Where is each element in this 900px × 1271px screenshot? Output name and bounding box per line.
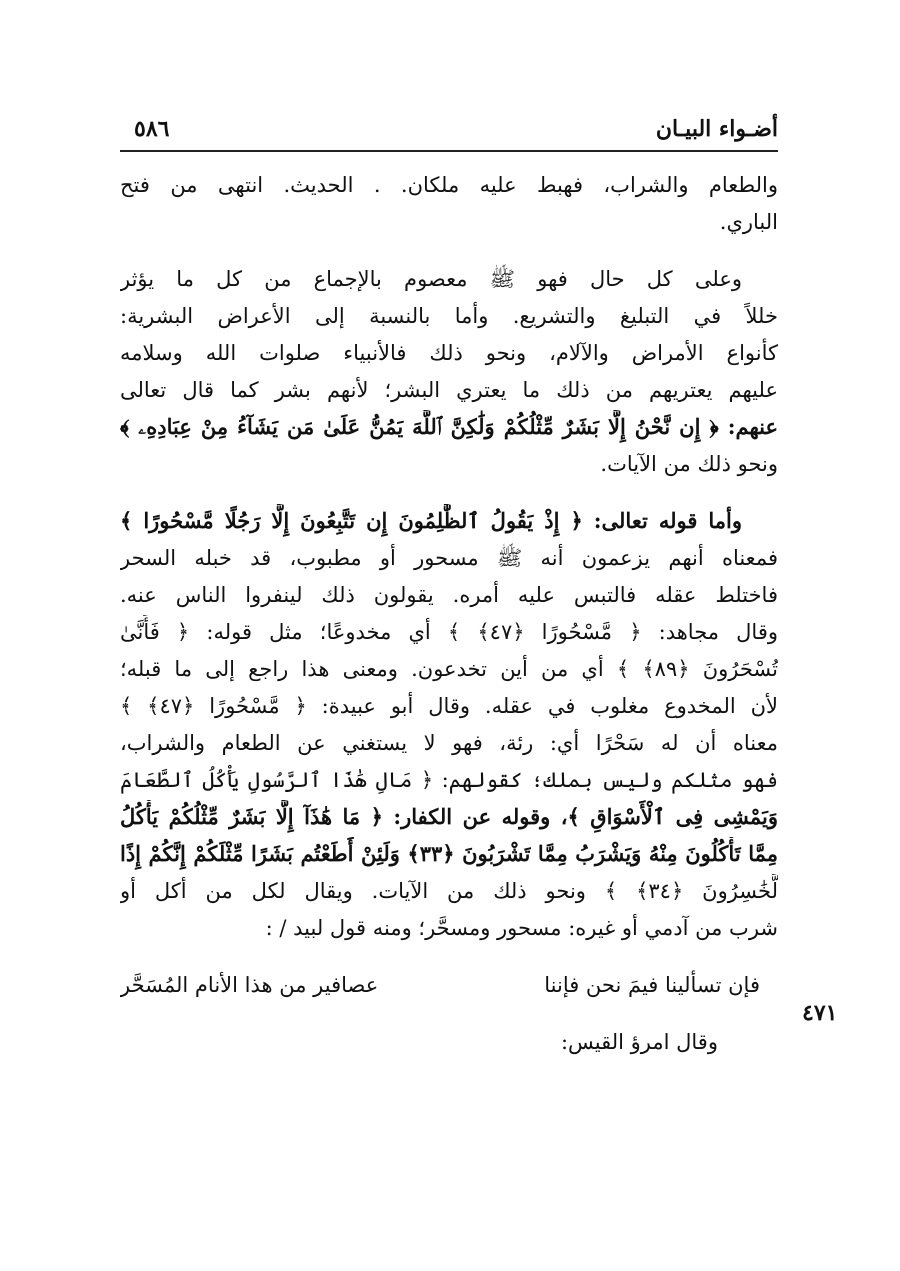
page-number: ٥٨٦	[134, 116, 170, 142]
text-line: عليهم يعتريهم من ذلك ما يعتري البشر؛ لأنهم بشر كما قال تعالى	[120, 378, 778, 402]
text-line: كأنواع الأمراض والآلام، ونحو ذلك فالأنبياء صلوات الله وسلامه	[120, 341, 778, 365]
text-line: شرب من آدمي أو غيره: مسحور ومسحَّر؛ ومنه قول لبيد / :	[265, 916, 778, 940]
text-line: وقال امرؤ القيس:	[560, 1030, 718, 1054]
text-line: الباري.	[719, 210, 778, 234]
verse-first-hemistich: فإن تسألينا فيمَ نحن فإننا	[544, 973, 760, 997]
text-line: ونحو ذلك من الآيات.	[600, 452, 778, 476]
text-line: خللاً في التبليغ والتشريع. وأما بالنسبة إلى الأعراض البشرية:	[120, 304, 778, 328]
text-line: والطعام والشراب، فهبط عليه ملكان. . الحديث. انتهى من فتح	[120, 173, 778, 197]
verse-second-hemistich: عصافير من هذا الأنام المُسَحَّر	[120, 973, 379, 997]
text-line: معناه أن له سَحْرًا أي: رئة، فهو لا يستغني عن الطعام والشراب،	[120, 731, 778, 755]
text-line: لَّخَٰسِرُونَ ﴿٣٤﴾ ﴾ ونحو ذلك من الآيات. ويقال لكل من أكل أو	[120, 879, 778, 903]
text-line: فاختلط عقله فالتبس عليه أمره. يقولون ذلك لينفروا الناس عنه.	[120, 583, 778, 607]
text-line: فمعناه أنهم يزعمون أنه ﷺ مسحور أو مطبوب، قد خبله السحر	[120, 546, 778, 570]
body-text	[120, 168, 778, 1062]
poetry-verse	[120, 968, 778, 1005]
text-line: وَيَمْشِى فِى ٱلْأَسْوَاقِ ﴾، وقوله عن الكفار: ﴿ مَا هَٰذَآ إِلَّا بَشَرٌ مِّثْلُكُمْ يَأْكُلُ	[120, 804, 778, 829]
text-line: وعلى كل حال فهو ﷺ معصوم بالإجماع من كل ما يؤثر	[120, 267, 742, 291]
margin-page-number: ٤٧١	[802, 1000, 838, 1026]
book-title: أضـواء البيـان	[655, 116, 778, 142]
text-line: مِمَّا تَأْكُلُونَ مِنْهُ وَيَشْرَبُ مِمَّا تَشْرَبُونَ ﴿٣٣﴾ وَلَئِنْ أَطَعْتُم بَشَرًا مِّثْلَكُمْ إِنَّكُمْ إِذًا	[120, 841, 778, 866]
text-line: وأما قوله تعالى: ﴿ إِذْ يَقُولُ ٱلظَّٰلِمُونَ إِن تَتَّبِعُونَ إِلَّا رَجُلًا مَّسْحُورًا ﴾	[120, 508, 742, 533]
text-line: عنهم: ﴿ إِن نَّحْنُ إِلَّا بَشَرٌ مِّثْلُكُمْ وَلَٰكِنَّ ٱللَّهَ يَمُنُّ عَلَىٰ مَن يَشَآءُ مِنْ عِبَادِهِۦ ﴾	[120, 414, 778, 439]
page-header	[120, 112, 778, 152]
text-line: لأن المخدوع مغلوب في عقله. وقال أبو عبيدة: ﴿ مَّسْحُورًا ﴿٤٧﴾ ﴾	[120, 694, 778, 718]
text-line: فهو مثلكم وليس بملك؛ كقولهم: ﴿ مَالِ هَٰذَا ٱلرَّسُولِ يَأْكُلُ ٱلطَّعَامَ	[120, 768, 778, 792]
text-line: وقال مجاهد: ﴿ مَّسْحُورًا ﴿٤٧﴾ ﴾ أي مخدوعًا؛ مثل قوله: ﴿ فَأَنَّىٰ	[120, 620, 778, 644]
text-line: تُسْحَرُونَ ﴿٨٩﴾ ﴾ أي من أين تخدعون. ومعنى هذا راجع إلى ما قبله؛	[120, 657, 778, 681]
